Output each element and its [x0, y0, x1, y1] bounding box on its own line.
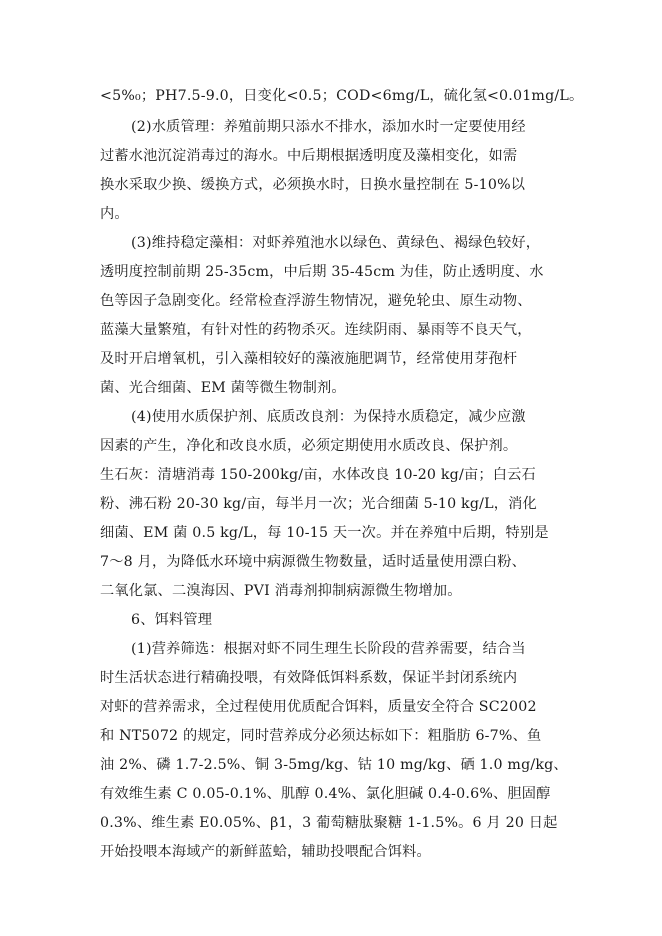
section-heading: 6、饵料管理 — [131, 612, 213, 628]
text-line: 和 NT5072 的规定，同时营养成分必须达标如下：粗脂肪 6-7%、鱼 — [100, 728, 542, 744]
text-line: (2)水质管理：养殖前期只添水不排水，添加水时一定要使用经 — [131, 119, 526, 135]
text-line: 细菌、EM 菌 0.5 kg/L，每 10-15 天一次。并在养殖中后期，特别是 — [100, 525, 549, 541]
text-line: 开始投喂本海域产的新鲜蓝蛤，辅助投喂配合饵料。 — [100, 844, 431, 860]
text-line: (3)维持稳定藻相：对虾养殖池水以绿色、黄绿色、褐绿色较好， — [131, 235, 541, 251]
text-line: 透明度控制前期 25-35cm，中后期 35-45cm 为佳，防止透明度、水 — [100, 264, 544, 280]
text-line: (1)营养筛选：根据对虾不同生理生长阶段的营养需要，结合当 — [131, 641, 526, 657]
text-line: <5%₀；PH7.5-9.0，日变化<0.5；COD<6mg/L，硫化氢<0.01mg/L。 — [100, 88, 584, 104]
text-line: 有效维生素 C 0.05-0.1%、肌醇 0.4%、氯化胆碱 0.4-0.6%、胆固醇 — [100, 786, 551, 802]
text-line: 二氧化氯、二溴海因、PVI 消毒剂抑制病源微生物增加。 — [100, 583, 462, 599]
text-line: 换水采取少换、缓换方式，必须换水时，日换水量控制在 5-10%以 — [100, 177, 526, 193]
text-line: 对虾的营养需求，全过程使用优质配合饵料，质量安全符合 SC2002 — [100, 699, 537, 715]
text-line: 油 2%、磷 1.7-2.5%、铜 3-5mg/kg、钴 10 mg/kg、硒 1.0 mg/kg、 — [100, 757, 568, 773]
text-line: 及时开启增氧机，引入藻相较好的藻液施肥调节，经常使用芽孢杆 — [100, 351, 518, 367]
text-line: 因素的产生，净化和改良水质，必须定期使用水质改良、保护剂。 — [100, 438, 518, 454]
text-line: 菌、光合细菌、EM 菌等微生物制剂。 — [100, 380, 346, 396]
text-line: 生石灰：清塘消毒 150-200kg/亩，水体改良 10-20 kg/亩；白云石 — [100, 467, 536, 483]
text-line: 7～8 月，为降低水环境中病源微生物数量，适时适量使用漂白粉、 — [100, 554, 527, 570]
text-line: 内。 — [100, 206, 129, 222]
text-line: 蓝藻大量繁殖，有针对性的药物杀灭。连续阴雨、暴雨等不良天气， — [100, 322, 532, 338]
text-line: 过蓄水池沉淀消毒过的海水。中后期根据透明度及藻相变化，如需 — [100, 148, 518, 164]
text-line: 粉、沸石粉 20-30 kg/亩，每半月一次；光合细菌 5-10 kg/L，消化 — [100, 496, 537, 512]
text-line: (4)使用水质保护剂、底质改良剂：为保持水质稳定，减少应激 — [131, 409, 526, 425]
text-line: 0.3%、维生素 E0.05%、β1，3 葡萄糖肽聚糖 1-1.5%。6 月 20 日起 — [100, 815, 558, 831]
text-line: 色等因子急剧变化。经常检查浮游生物情况，避免轮虫、原生动物、 — [100, 293, 532, 309]
text-line: 时生活状态进行精确投喂，有效降低饵料系数，保证半封闭系统内 — [100, 670, 518, 686]
